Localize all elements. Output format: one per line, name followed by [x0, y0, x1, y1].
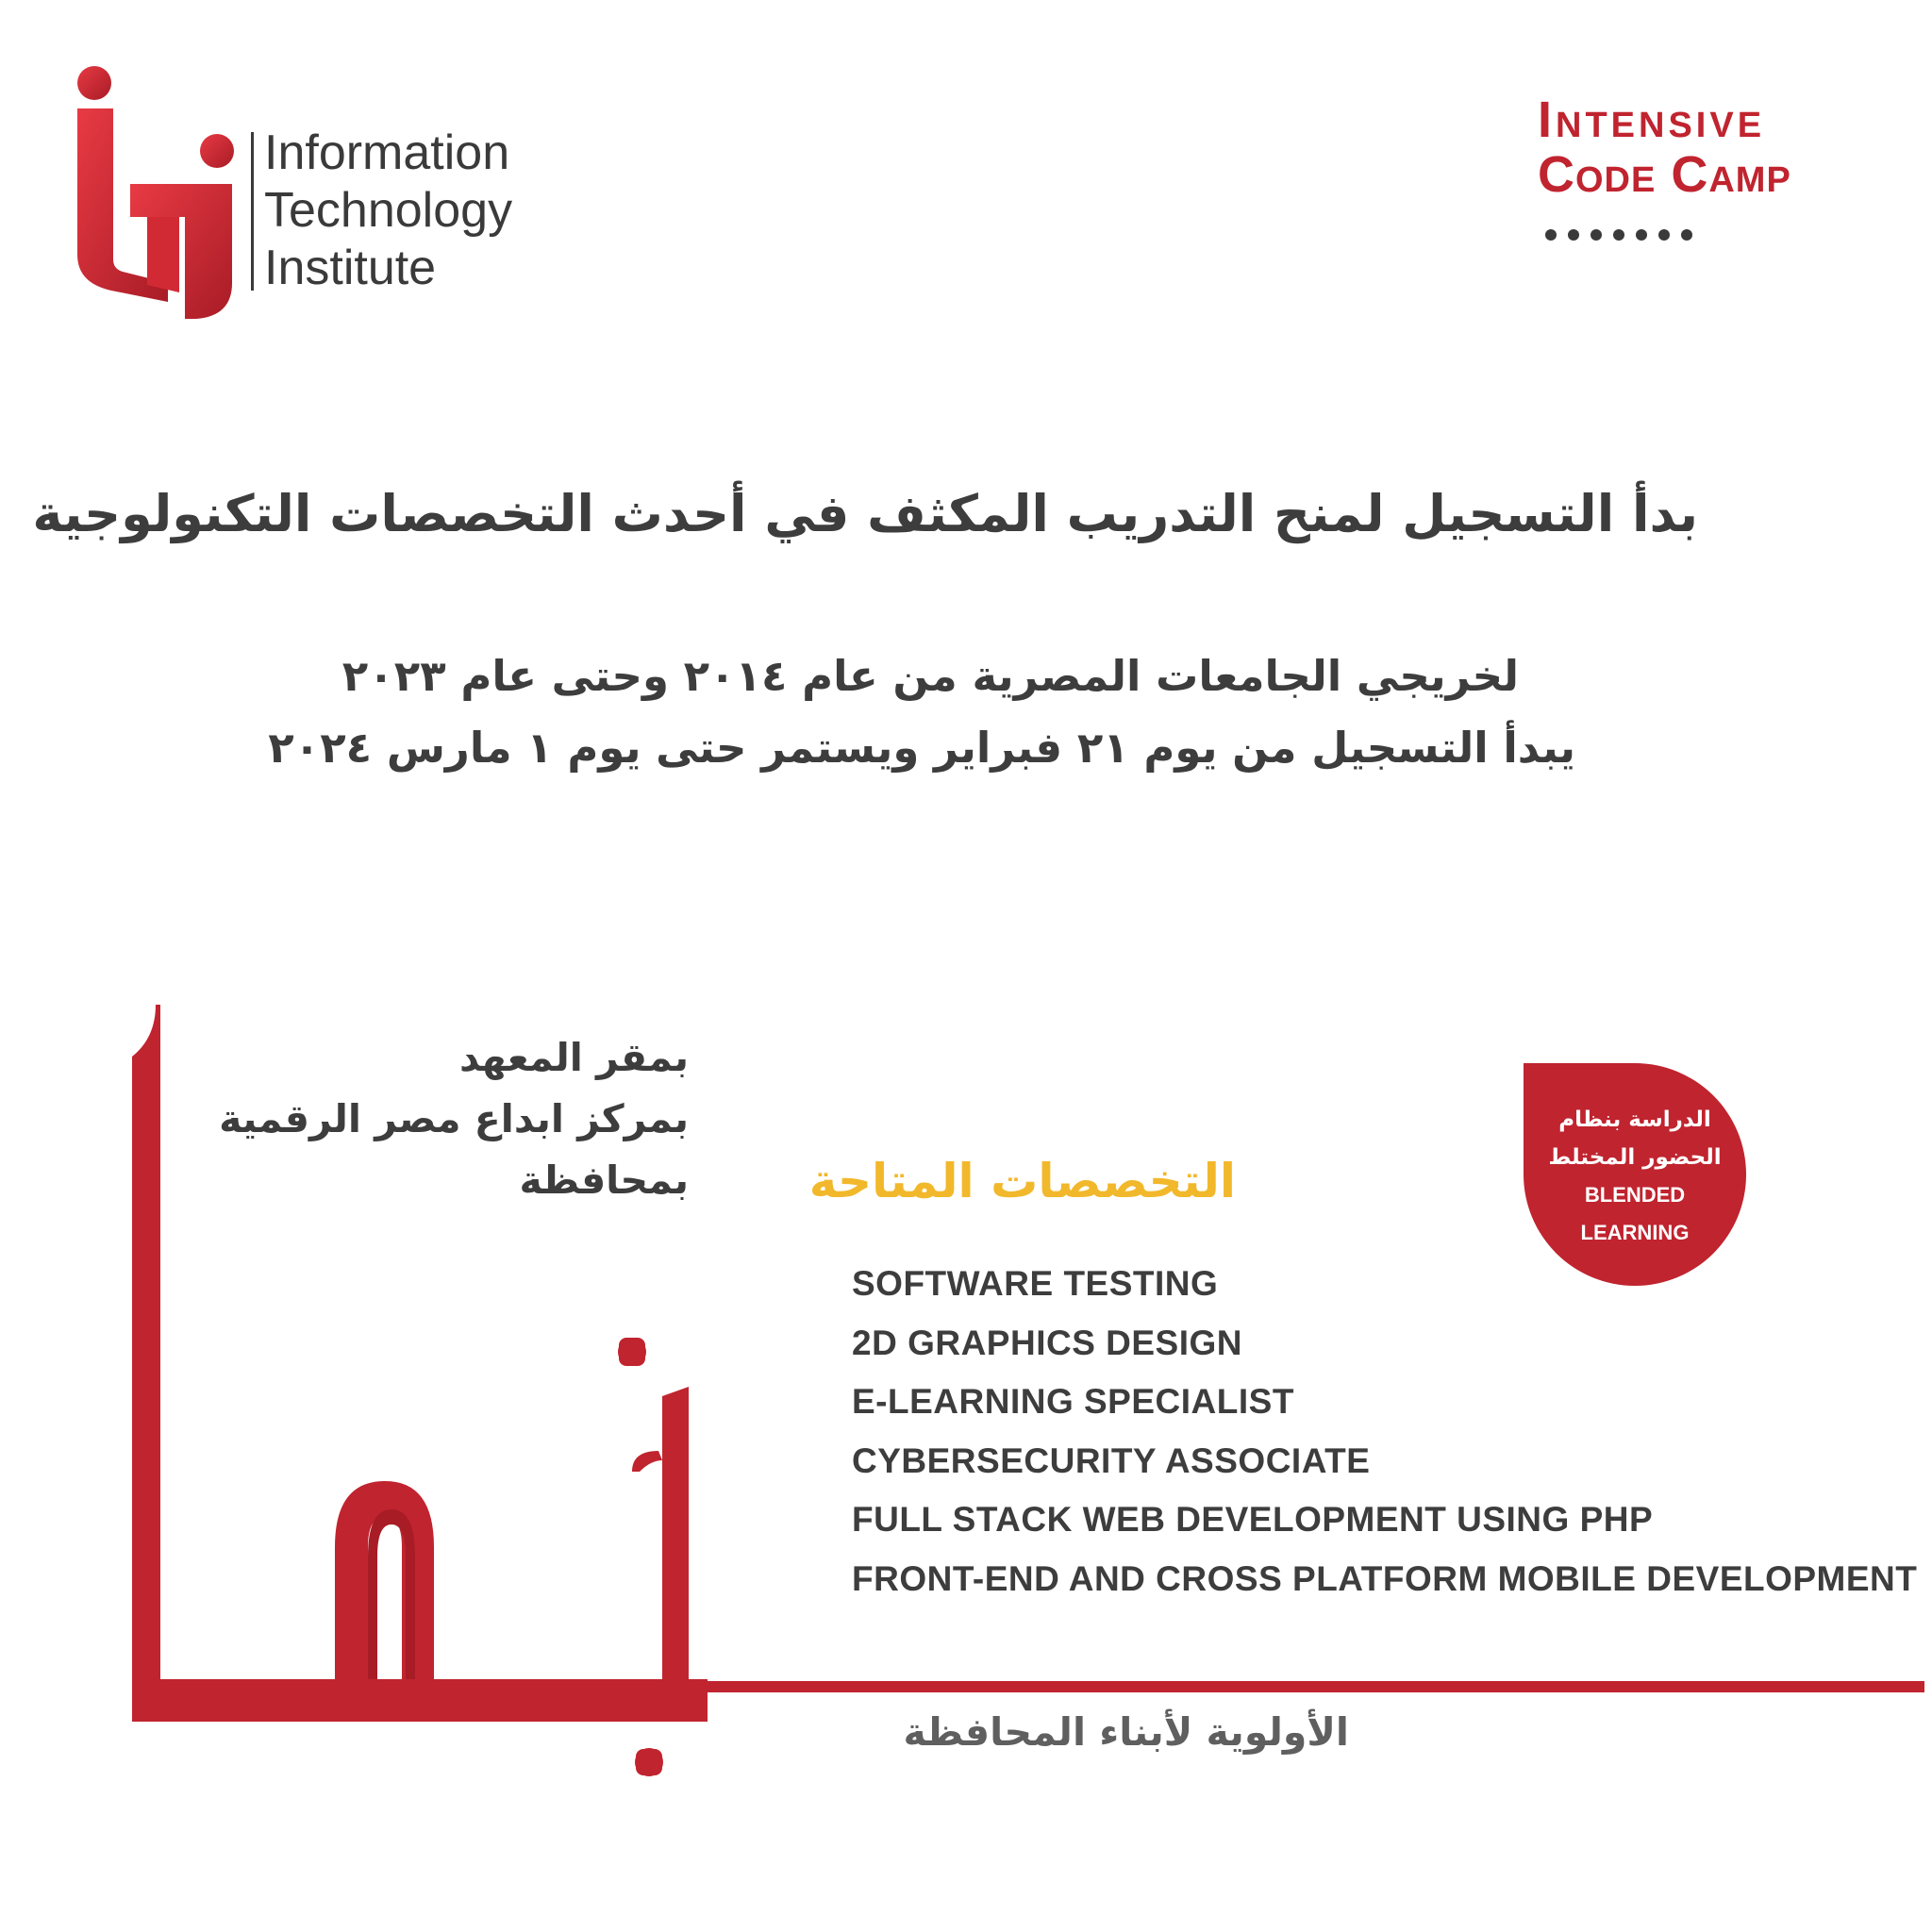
calligraphy-baseline: [132, 1679, 708, 1722]
iti-logo-icon: [74, 66, 243, 321]
location-line-3: بمحافظة: [519, 1158, 689, 1203]
list-item: FULL STACK WEB DEVELOPMENT USING PHP: [852, 1500, 1654, 1539]
logo-line-2: Technology: [264, 183, 513, 238]
badge-en-line-2: LEARNING: [1580, 1221, 1690, 1244]
badge-en-line-1: BLENDED: [1584, 1183, 1686, 1207]
camp-title-line-1: Intensive: [1538, 92, 1766, 148]
institute-name: [264, 125, 512, 297]
list-item: SOFTWARE TESTING: [852, 1264, 1219, 1303]
list-item: FRONT-END AND CROSS PLATFORM MOBILE DEVELOPMENT: [852, 1558, 1918, 1598]
eligibility-line: لخريجي الجامعات المصرية من عام ٢٠١٤ وحتى عام ٢٠٢٣: [341, 651, 1519, 701]
camp-title-line-2: Code Camp: [1538, 146, 1791, 203]
badge-ar-line-1: الدراسة بنظام: [1558, 1108, 1711, 1132]
logo-divider: [251, 132, 254, 291]
dots-decoration: [1545, 229, 1692, 241]
logo-line-1: Information: [264, 125, 510, 180]
logo-line-3: Institute: [264, 241, 437, 295]
calligraphy-left-stroke: [132, 1057, 160, 1722]
list-item: CYBERSECURITY ASSOCIATE: [852, 1441, 1371, 1480]
calligraphy-right-stroke: [662, 1387, 689, 1722]
badge-ar-line-2: الحضور المختلط: [1548, 1145, 1722, 1170]
specialties-list: [852, 1255, 1917, 1608]
priority-note: الأولوية لأبناء المحافظة: [903, 1709, 1349, 1755]
headline: بدأ التسجيل لمنح التدريب المكثف في أحدث التخصصات التكنولوجية: [32, 484, 1698, 543]
specialties-title: التخصصات المتاحة: [808, 1154, 1236, 1208]
list-item: E-LEARNING SPECIALIST: [852, 1382, 1294, 1421]
location-line-1: بمقر المعهد: [459, 1035, 689, 1080]
registration-dates-line: يبدأ التسجيل من يوم ٢١ فبراير ويستمر حتى يوم ١ مارس ٢٠٢٤: [268, 723, 1575, 773]
location-line-2: بمركز ابداع مصر الرقمية: [219, 1096, 689, 1141]
calligraphy-extension-line: [689, 1681, 1924, 1692]
blended-learning-badge: [1524, 1063, 1746, 1286]
camp-title: [1538, 92, 1791, 202]
list-item: 2D GRAPHICS DESIGN: [852, 1323, 1243, 1362]
